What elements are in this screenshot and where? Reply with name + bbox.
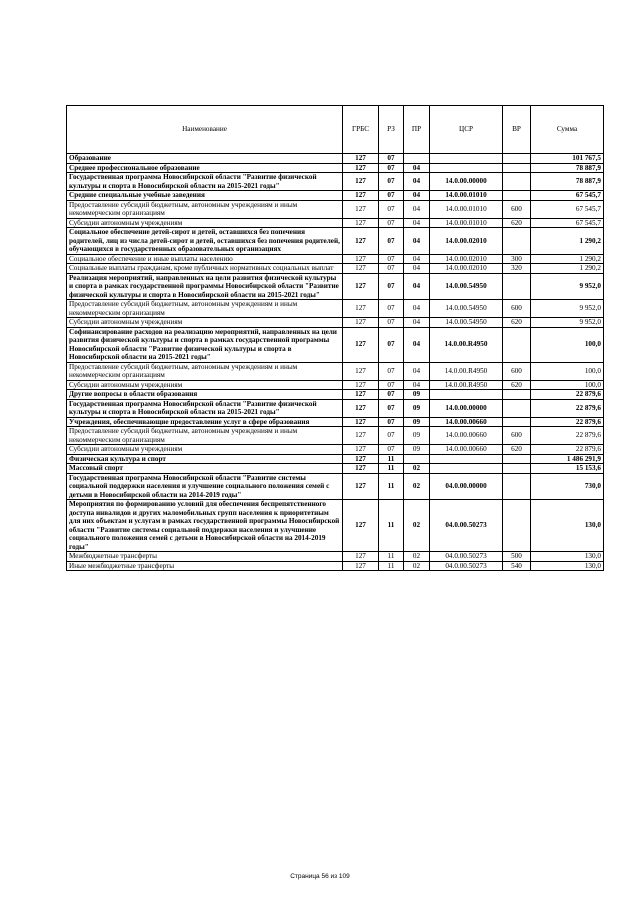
table-row (67, 390, 604, 400)
cell-vr (503, 228, 531, 255)
cell-name: Предоставление субсидий бюджетным, автономным учреждениям и иным некоммерческим организациям (67, 362, 343, 380)
cell-grbs: 127 (343, 327, 379, 362)
cell-rz: 07 (379, 264, 404, 274)
cell-grbs: 127 (343, 399, 379, 417)
cell-csr: 04.0.00.50273 (430, 552, 503, 562)
cell-csr: 04.0.00.50273 (430, 500, 503, 552)
cell-pr: 04 (404, 218, 430, 228)
table-header-row (67, 106, 604, 154)
header-pr: ПР (404, 106, 430, 154)
cell-vr: 620 (503, 218, 531, 228)
cell-name: Физическая культура и спорт (67, 454, 343, 464)
cell-rz: 07 (379, 417, 404, 427)
cell-name: Среднее профессиональное образование (67, 163, 343, 173)
header-grbs: ГРБС (343, 106, 379, 154)
cell-pr: 09 (404, 445, 430, 455)
cell-name: Предоставление субсидий бюджетным, автономным учреждениям и иным некоммерческим организациям (67, 427, 343, 445)
cell-name: Софинансирование расходов на реализацию мероприятий, направленных на цели развития физической культуры и спорта в рамках государственной программы Новосибирской области "Развитие физической культуры и спорта в Новосибирской области на 2015-2021 годы" (67, 327, 343, 362)
cell-sum: 67 545,7 (531, 200, 604, 218)
cell-csr: 14.0.00.R4950 (430, 327, 503, 362)
cell-csr: 14.0.00.R4950 (430, 362, 503, 380)
cell-pr (404, 154, 430, 164)
cell-csr (430, 464, 503, 474)
cell-sum: 22 879,6 (531, 399, 604, 417)
cell-rz: 11 (379, 500, 404, 552)
cell-grbs: 127 (343, 390, 379, 400)
cell-name: Образование (67, 154, 343, 164)
cell-pr: 04 (404, 300, 430, 318)
cell-pr: 09 (404, 390, 430, 400)
table-row (67, 218, 604, 228)
cell-vr: 620 (503, 318, 531, 328)
cell-rz: 07 (379, 273, 404, 300)
cell-csr: 14.0.00.00660 (430, 417, 503, 427)
cell-name: Учреждения, обеспечивающие предоставление услуг в сфере образования (67, 417, 343, 427)
cell-csr: 14.0.00.02010 (430, 254, 503, 264)
cell-vr: 600 (503, 200, 531, 218)
cell-sum: 1 290,2 (531, 254, 604, 264)
cell-pr: 04 (404, 273, 430, 300)
cell-name: Государственная программа Новосибирской области "Развитие физической культуры и спорта в Новосибирской области на 2015-2021 годы" (67, 173, 343, 191)
cell-pr: 04 (404, 228, 430, 255)
cell-name: Государственная программа Новосибирской области "Развитие физической культуры и спорта в Новосибирской области на 2015-2021 годы" (67, 399, 343, 417)
cell-pr: 02 (404, 473, 430, 500)
cell-pr: 04 (404, 318, 430, 328)
cell-sum: 78 887,9 (531, 173, 604, 191)
cell-rz: 11 (379, 464, 404, 474)
cell-csr: 14.0.00.01010 (430, 191, 503, 201)
cell-name: Межбюджетные трансферты (67, 552, 343, 562)
cell-grbs: 127 (343, 218, 379, 228)
cell-grbs: 127 (343, 191, 379, 201)
table-row (67, 427, 604, 445)
cell-csr: 14.0.00.R4950 (430, 380, 503, 390)
table-row (67, 417, 604, 427)
cell-rz: 07 (379, 254, 404, 264)
cell-vr (503, 464, 531, 474)
cell-grbs: 127 (343, 163, 379, 173)
cell-pr: 02 (404, 464, 430, 474)
cell-name: Субсидии автономным учреждениям (67, 380, 343, 390)
table-row (67, 327, 604, 362)
cell-csr: 14.0.00.00660 (430, 445, 503, 455)
cell-rz: 07 (379, 300, 404, 318)
header-rz: РЗ (379, 106, 404, 154)
cell-vr: 500 (503, 552, 531, 562)
cell-grbs: 127 (343, 228, 379, 255)
cell-rz: 11 (379, 473, 404, 500)
cell-pr: 04 (404, 362, 430, 380)
cell-vr: 600 (503, 427, 531, 445)
cell-rz: 07 (379, 318, 404, 328)
cell-grbs: 127 (343, 264, 379, 274)
header-csr: ЦСР (430, 106, 503, 154)
cell-pr: 09 (404, 427, 430, 445)
cell-vr: 320 (503, 264, 531, 274)
table-body (67, 154, 604, 571)
cell-csr: 14.0.00.00000 (430, 399, 503, 417)
cell-grbs: 127 (343, 273, 379, 300)
cell-vr (503, 454, 531, 464)
table-row (67, 561, 604, 571)
table-row (67, 264, 604, 274)
cell-csr: 14.0.00.01010 (430, 200, 503, 218)
cell-rz: 11 (379, 552, 404, 562)
cell-sum: 730,0 (531, 473, 604, 500)
cell-csr: 14.0.00.54950 (430, 300, 503, 318)
table-row (67, 399, 604, 417)
cell-rz: 07 (379, 191, 404, 201)
cell-sum: 1 486 291,9 (531, 454, 604, 464)
cell-vr (503, 500, 531, 552)
table-row (67, 500, 604, 552)
cell-sum: 100,0 (531, 327, 604, 362)
cell-sum: 78 887,9 (531, 163, 604, 173)
table-row (67, 200, 604, 218)
cell-vr (503, 163, 531, 173)
cell-sum: 22 879,6 (531, 417, 604, 427)
cell-sum: 1 290,2 (531, 228, 604, 255)
cell-sum: 100,0 (531, 362, 604, 380)
table-row (67, 191, 604, 201)
cell-rz: 07 (379, 362, 404, 380)
cell-pr: 04 (404, 264, 430, 274)
cell-sum: 15 153,6 (531, 464, 604, 474)
cell-pr: 04 (404, 327, 430, 362)
cell-pr: 04 (404, 173, 430, 191)
cell-sum: 1 290,2 (531, 264, 604, 274)
table-row (67, 254, 604, 264)
cell-name: Государственная программа Новосибирской области "Развитие системы социальной поддержки населения и улучшение социального положения семей с детьми в Новосибирской области на 2014-2019 годы" (67, 473, 343, 500)
cell-grbs: 127 (343, 154, 379, 164)
cell-csr: 14.0.00.00660 (430, 427, 503, 445)
cell-sum: 9 952,0 (531, 318, 604, 328)
cell-name: Субсидии автономным учреждениям (67, 445, 343, 455)
cell-vr: 600 (503, 300, 531, 318)
cell-pr: 04 (404, 163, 430, 173)
table-row (67, 228, 604, 255)
cell-csr: 04.0.00.00000 (430, 473, 503, 500)
page-number: Страница 56 из 109 (290, 873, 350, 880)
cell-csr: 14.0.00.00000 (430, 173, 503, 191)
table-row (67, 163, 604, 173)
cell-pr: 04 (404, 191, 430, 201)
table-row (67, 454, 604, 464)
cell-name: Реализация мероприятий, направленных на цели развития физической культуры и спорта в рамках государственной программы Новосибирской области "Развитие физической культуры и спорта в Новосибирской области на 2015-2021 годы" (67, 273, 343, 300)
cell-vr: 620 (503, 380, 531, 390)
table-row (67, 154, 604, 164)
cell-grbs: 127 (343, 362, 379, 380)
table-row (67, 300, 604, 318)
cell-grbs: 127 (343, 454, 379, 464)
cell-csr: 14.0.00.54950 (430, 273, 503, 300)
cell-csr (430, 390, 503, 400)
cell-rz: 07 (379, 173, 404, 191)
cell-csr (430, 454, 503, 464)
cell-sum: 130,0 (531, 561, 604, 571)
cell-grbs: 127 (343, 500, 379, 552)
cell-name: Другие вопросы в области образования (67, 390, 343, 400)
cell-pr: 04 (404, 380, 430, 390)
cell-sum: 101 767,5 (531, 154, 604, 164)
cell-grbs: 127 (343, 552, 379, 562)
cell-name: Предоставление субсидий бюджетным, автономным учреждениям и иным некоммерческим организациям (67, 200, 343, 218)
cell-name: Иные межбюджетные трансферты (67, 561, 343, 571)
cell-sum: 9 952,0 (531, 273, 604, 300)
cell-csr: 14.0.00.02010 (430, 228, 503, 255)
cell-pr: 04 (404, 254, 430, 264)
cell-rz: 07 (379, 200, 404, 218)
cell-name: Социальные выплаты гражданам, кроме публичных нормативных социальных выплат (67, 264, 343, 274)
cell-name: Субсидии автономным учреждениям (67, 318, 343, 328)
cell-vr (503, 154, 531, 164)
cell-vr (503, 327, 531, 362)
cell-vr (503, 191, 531, 201)
table-row (67, 173, 604, 191)
table-row (67, 473, 604, 500)
cell-grbs: 127 (343, 427, 379, 445)
cell-name: Субсидии автономным учреждениям (67, 218, 343, 228)
cell-rz: 07 (379, 399, 404, 417)
budget-table (66, 105, 604, 571)
cell-grbs: 127 (343, 473, 379, 500)
cell-vr: 300 (503, 254, 531, 264)
table-row (67, 273, 604, 300)
cell-vr (503, 390, 531, 400)
cell-grbs: 127 (343, 200, 379, 218)
cell-rz: 07 (379, 445, 404, 455)
cell-grbs: 127 (343, 445, 379, 455)
cell-pr: 09 (404, 399, 430, 417)
cell-csr: 14.0.00.02010 (430, 264, 503, 274)
cell-vr (503, 173, 531, 191)
cell-rz: 11 (379, 561, 404, 571)
cell-vr: 540 (503, 561, 531, 571)
table-row (67, 464, 604, 474)
cell-name: Социальное обеспечение и иные выплаты населению (67, 254, 343, 264)
cell-vr (503, 273, 531, 300)
cell-csr: 04.0.00.50273 (430, 561, 503, 571)
cell-vr: 620 (503, 445, 531, 455)
cell-sum: 22 879,6 (531, 390, 604, 400)
cell-vr (503, 473, 531, 500)
table-row (67, 552, 604, 562)
cell-pr: 02 (404, 552, 430, 562)
cell-vr (503, 417, 531, 427)
cell-csr: 14.0.00.01010 (430, 218, 503, 228)
cell-rz: 07 (379, 228, 404, 255)
cell-vr: 600 (503, 362, 531, 380)
cell-name: Предоставление субсидий бюджетным, автономным учреждениям и иным некоммерческим организациям (67, 300, 343, 318)
cell-rz: 07 (379, 427, 404, 445)
cell-sum: 67 545,7 (531, 191, 604, 201)
cell-rz: 07 (379, 390, 404, 400)
cell-rz: 07 (379, 154, 404, 164)
cell-grbs: 127 (343, 300, 379, 318)
cell-grbs: 127 (343, 254, 379, 264)
table-row (67, 318, 604, 328)
cell-sum: 22 879,6 (531, 445, 604, 455)
header-name: Наименование (67, 106, 343, 154)
cell-name: Мероприятия по формированию условий для обеспечения беспрепятственного доступа инвалидов и других маломобильных групп населения к приоритетным для них объектам и услугам в рамках государственной программы Новосибирской области "Развитие системы социальной поддержки населения и улучшение социального положения семей с детьми в Новосибирской области на 2014-2019 годы" (67, 500, 343, 552)
cell-csr: 14.0.00.54950 (430, 318, 503, 328)
cell-pr: 02 (404, 561, 430, 571)
cell-rz: 07 (379, 163, 404, 173)
cell-grbs: 127 (343, 464, 379, 474)
cell-rz: 11 (379, 454, 404, 464)
table-row (67, 380, 604, 390)
cell-name: Социальное обеспечение детей-сирот и детей, оставшихся без попечения родителей, лиц из числа детей-сирот и детей, оставшихся без попечения родителей, обучающихся в государственных образовательных организациях (67, 228, 343, 255)
cell-grbs: 127 (343, 318, 379, 328)
table-row (67, 445, 604, 455)
cell-pr (404, 454, 430, 464)
cell-rz: 07 (379, 218, 404, 228)
cell-rz: 07 (379, 327, 404, 362)
table-row (67, 362, 604, 380)
cell-grbs: 127 (343, 561, 379, 571)
cell-sum: 100,0 (531, 380, 604, 390)
cell-grbs: 127 (343, 380, 379, 390)
cell-rz: 07 (379, 380, 404, 390)
cell-csr (430, 163, 503, 173)
cell-grbs: 127 (343, 173, 379, 191)
cell-sum: 22 879,6 (531, 427, 604, 445)
cell-sum: 67 545,7 (531, 218, 604, 228)
cell-csr (430, 154, 503, 164)
header-vr: ВР (503, 106, 531, 154)
cell-pr: 09 (404, 417, 430, 427)
cell-sum: 130,0 (531, 552, 604, 562)
cell-pr: 02 (404, 500, 430, 552)
header-sum: Сумма (531, 106, 604, 154)
cell-vr (503, 399, 531, 417)
cell-sum: 9 952,0 (531, 300, 604, 318)
cell-sum: 130,0 (531, 500, 604, 552)
cell-pr: 04 (404, 200, 430, 218)
cell-name: Массовый спорт (67, 464, 343, 474)
cell-grbs: 127 (343, 417, 379, 427)
cell-name: Средние специальные учебные заведения (67, 191, 343, 201)
